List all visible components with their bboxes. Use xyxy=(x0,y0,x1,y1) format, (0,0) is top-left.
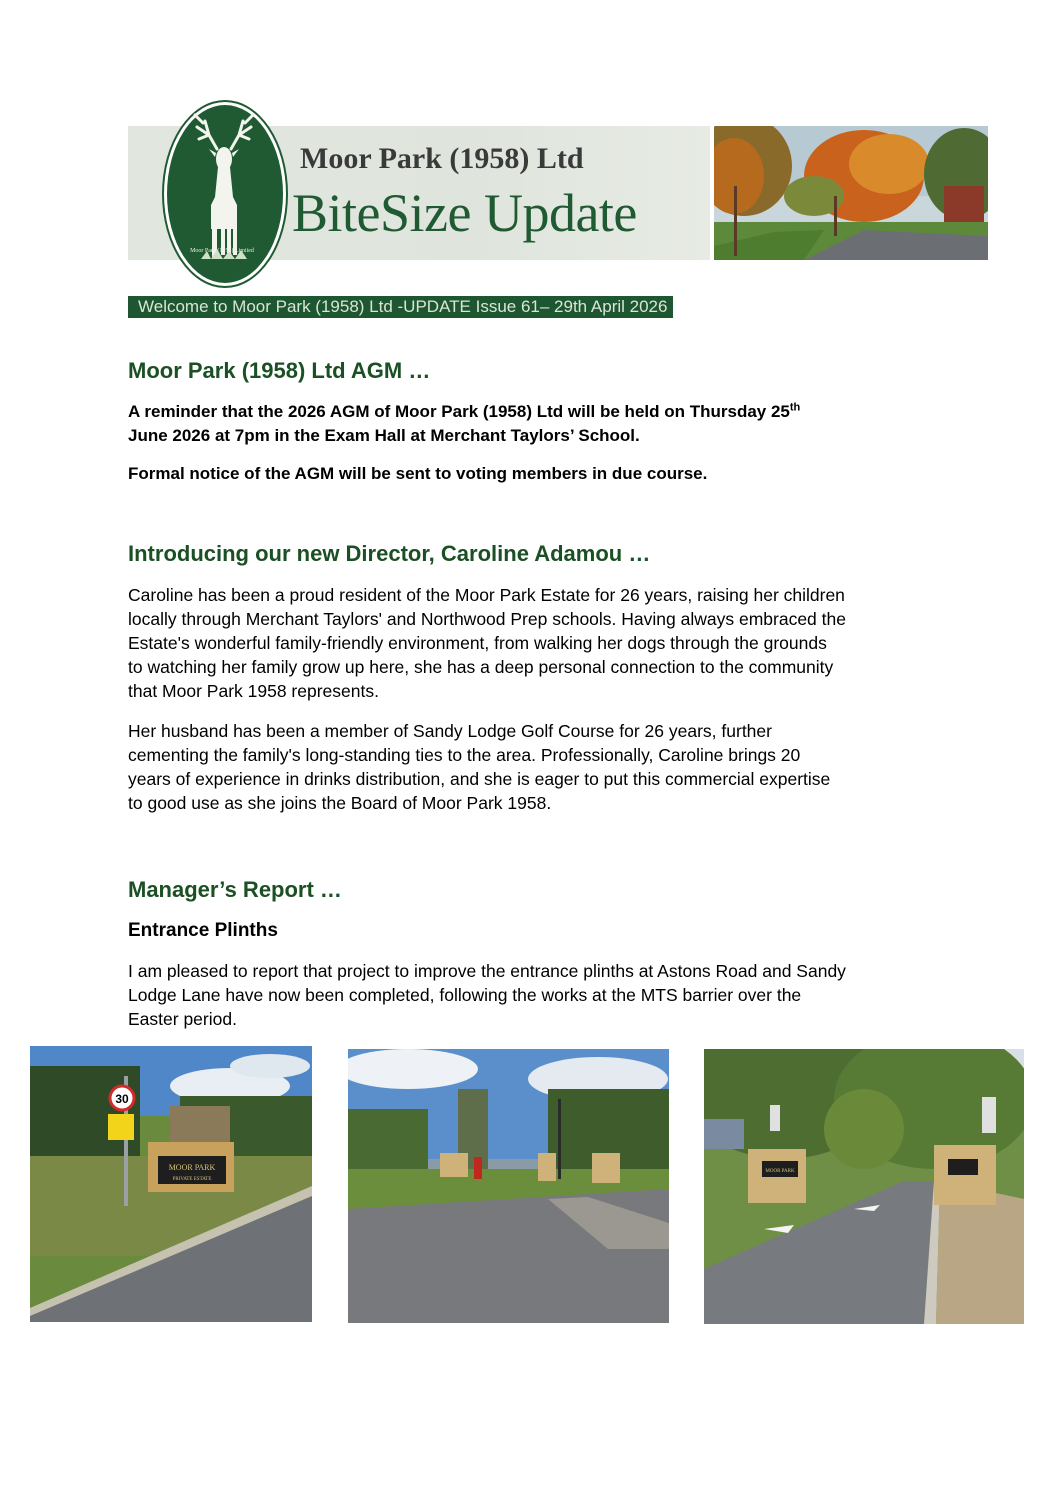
text-line: to watching her family grow up here, she has a deep personal connection to the community xyxy=(128,657,834,677)
photo-plinth-sandy-lodge-lane xyxy=(704,1049,1024,1324)
agm-reminder xyxy=(128,400,928,448)
text-line: that Moor Park 1958 represents. xyxy=(128,681,379,701)
plinth-sign-text: MOOR PARK xyxy=(765,1169,795,1174)
text-line: Lodge Lane have now been completed, following the works at the MTS barrier over the xyxy=(128,985,802,1005)
agm-line1: A reminder that the 2026 AGM of Moor Park (1958) Ltd will be held on Thursday 25 xyxy=(128,402,790,421)
banner-photo-autumn-road xyxy=(714,126,988,260)
director-paragraph-2 xyxy=(128,719,938,815)
agm-date-suffix: th xyxy=(789,401,801,414)
manager-paragraph xyxy=(128,959,938,1031)
plinth-sign-text: MOOR PARK xyxy=(168,1163,216,1172)
plinth-sign-subtext: PRIVATE ESTATE xyxy=(172,1177,212,1182)
welcome-strip: Welcome to Moor Park (1958) Ltd -UPDATE Issue 61– 29th April 2026 xyxy=(128,296,673,318)
text-line: Easter period. xyxy=(128,1009,237,1029)
photo-plinth-astons-road xyxy=(30,1046,312,1322)
agm-line2: June 2026 at 7pm in the Exam Hall at Merchant Taylors’ School. xyxy=(128,426,640,445)
text-line: to good use as she joins the Board of Moor Park 1958. xyxy=(128,793,552,813)
text-line: Estate's wonderful family-friendly environment, from walking her dogs through the grounds xyxy=(128,633,827,653)
director-heading: Introducing our new Director, Caroline Adamou … xyxy=(128,541,651,566)
stag-logo-icon xyxy=(164,102,286,286)
newsletter-title: BiteSize Update xyxy=(292,183,637,243)
agm-notice: Formal notice of the AGM will be sent to voting members in due course. xyxy=(128,464,708,483)
text-line: years of experience in drinks distribution, and she is eager to put this commercial expertise xyxy=(128,769,831,789)
brand-name: Moor Park (1958) Ltd xyxy=(300,142,584,175)
newsletter-banner xyxy=(128,98,988,282)
logo-caption: Moor Park (1958) Limited xyxy=(190,248,254,254)
entrance-plinths-subheading: Entrance Plinths xyxy=(128,920,278,941)
text-line: Her husband has been a member of Sandy Lodge Golf Course for 26 years, further xyxy=(128,721,772,741)
agm-heading: Moor Park (1958) Ltd AGM … xyxy=(128,358,431,383)
photo-plinth-mts-barrier xyxy=(348,1049,669,1323)
manager-report-heading: Manager’s Report … xyxy=(128,877,342,902)
speed-limit-text: 30 xyxy=(115,1092,129,1106)
text-line: locally through Merchant Taylors' and Northwood Prep schools. Having always embraced the xyxy=(128,609,846,629)
text-line: I am pleased to report that project to improve the entrance plinths at Astons Road and Sandy xyxy=(128,961,846,981)
text-line: cementing the family's long-standing ties to the area. Professionally, Caroline brings 20 xyxy=(128,745,801,765)
director-paragraph-1 xyxy=(128,583,938,703)
text-line: Caroline has been a proud resident of the Moor Park Estate for 26 years, raising her children xyxy=(128,585,845,605)
